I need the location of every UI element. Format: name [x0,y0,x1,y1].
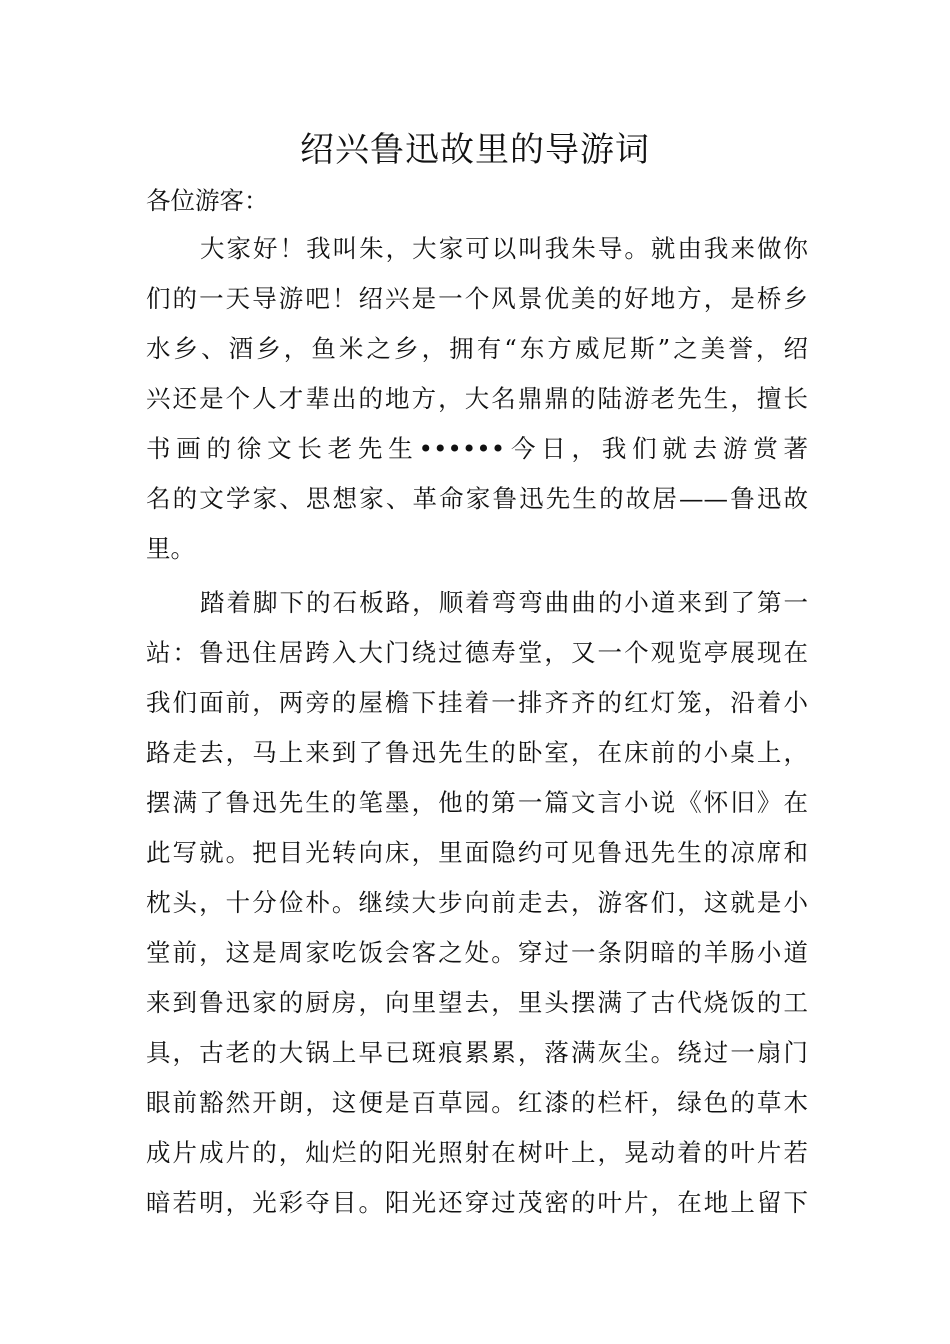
text-line: 成片成片的，灿烂的阳光照射在树叶上，晃动着的叶片若 [146,1138,808,1167]
text-line: 路走去，马上来到了鲁迅先生的卧室，在床前的小桌上， [146,738,808,767]
text-line: 暗若明，光彩夺目。阳光还穿过茂密的叶片，在地上留下 [146,1188,808,1217]
text-line: 具，古老的大锅上早已斑痕累累，落满灰尘。绕过一扇门 [146,1038,808,1067]
text-line: 摆满了鲁迅先生的笔墨，他的第一篇文言小说《怀旧》在 [146,788,808,817]
document-title: 绍兴鲁迅故里的导游词 [300,130,650,170]
text-line: 我们面前，两旁的屋檐下挂着一排齐齐的红灯笼，沿着小 [146,688,808,717]
paragraph-1 [146,224,808,574]
text-line: 堂前，这是周家吃饭会客之处。穿过一条阴暗的羊肠小道 [146,938,808,967]
text-line: 水乡、酒乡，鱼米之乡，拥有“东方威尼斯”之美誉，绍 [146,334,808,363]
text-line: 枕头，十分俭朴。继续大步向前走去，游客们，这就是小 [146,888,808,917]
text-line: 们的一天导游吧！绍兴是一个风景优美的好地方，是桥乡 [146,284,808,313]
paragraph-2 [146,578,808,1228]
document-body [146,178,808,1228]
text-line: 站：鲁迅住居跨入大门绕过德寿堂，又一个观览亭展现在 [146,638,808,667]
text-line: 书画的徐文长老先生••••••今日，我们就去游赏著 [146,434,808,463]
text-line: 里。 [146,534,195,563]
greeting: 各位游客： [146,186,269,215]
text-line: 名的文学家、思想家、革命家鲁迅先生的故居——鲁迅故 [146,484,808,513]
text-line: 兴还是个人才辈出的地方，大名鼎鼎的陆游老先生，擅长 [146,384,808,413]
text-line: 眼前豁然开朗，这便是百草园。红漆的栏杆，绿色的草木 [146,1088,808,1117]
text-line: 大家好！我叫朱，大家可以叫我朱导。就由我来做你 [200,234,808,263]
text-line: 踏着脚下的石板路，顺着弯弯曲曲的小道来到了第一 [200,588,808,617]
text-line: 此写就。把目光转向床，里面隐约可见鲁迅先生的凉席和 [146,838,808,867]
text-line: 来到鲁迅家的厨房，向里望去，里头摆满了古代烧饭的工 [146,988,808,1017]
